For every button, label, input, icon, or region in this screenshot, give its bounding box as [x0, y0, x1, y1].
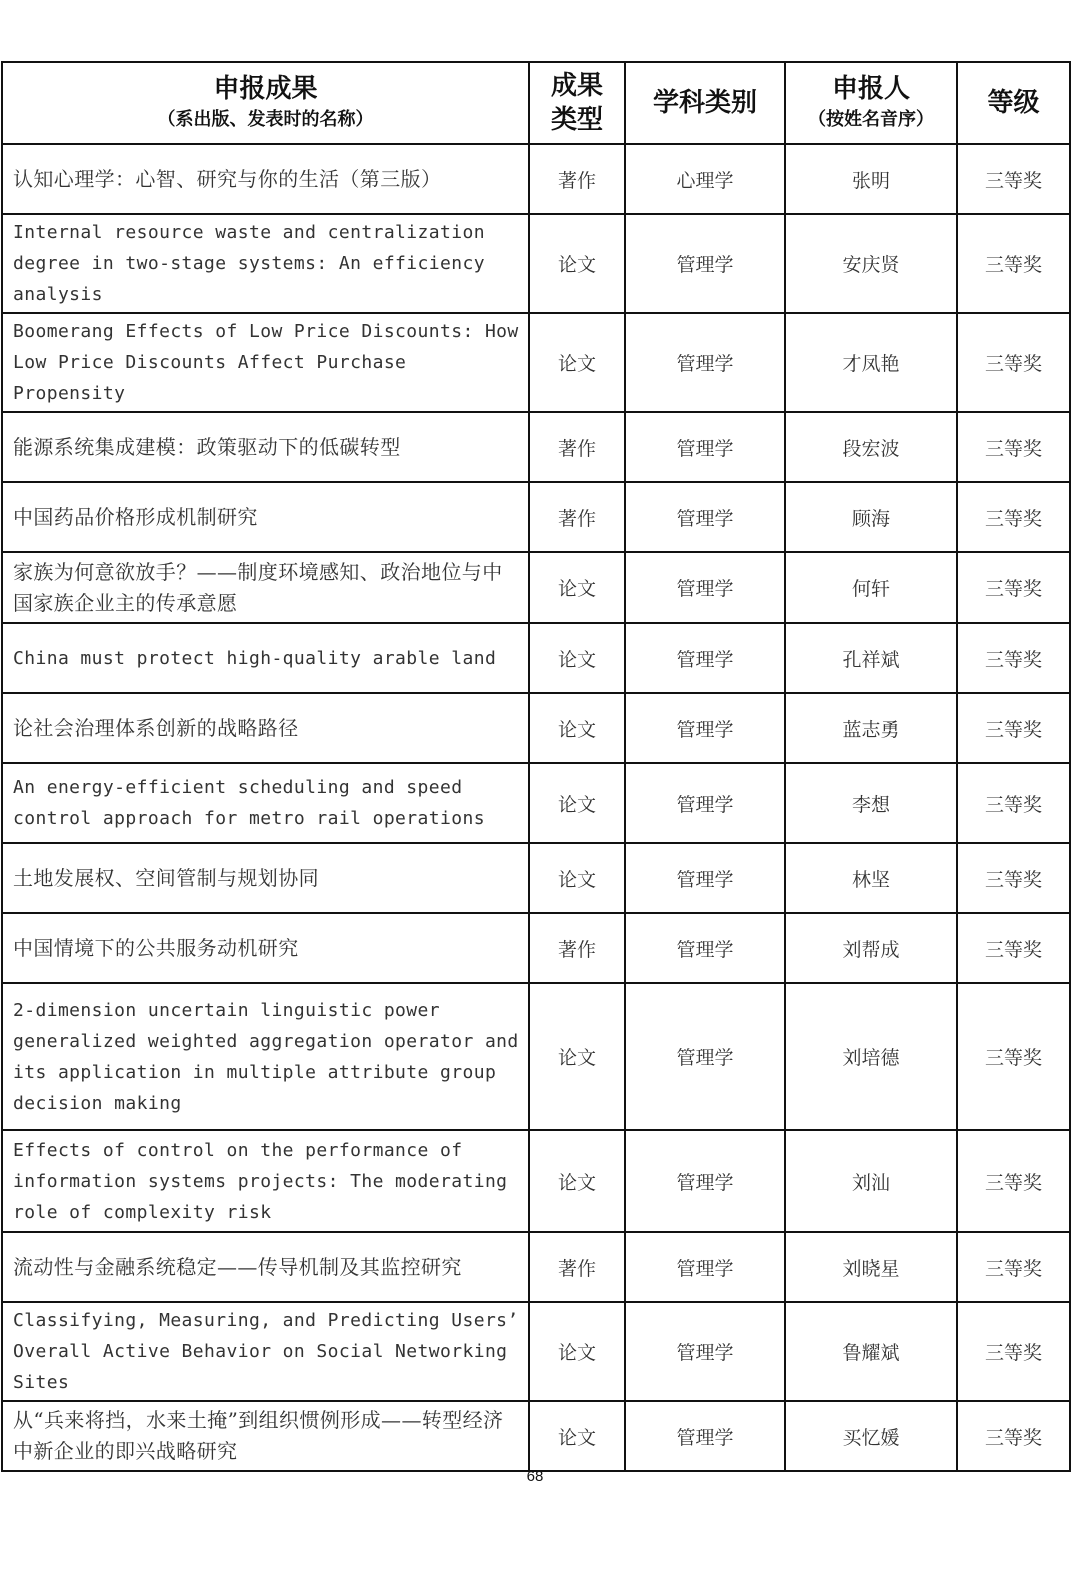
grade: 三等奖 [957, 693, 1070, 763]
header-achievement [2, 62, 529, 144]
header-achievement-title: 申报成果 [213, 74, 318, 104]
header-achievement-note: （系出版、发表时的名称） [157, 109, 374, 130]
header-applicant [785, 62, 957, 144]
achievement-title: China must protect high-quality arable land [2, 623, 529, 693]
table-row [2, 1232, 1070, 1302]
table-row [2, 482, 1070, 552]
header-discipline-label: 学科类别 [652, 88, 757, 118]
grade: 三等奖 [957, 144, 1070, 214]
grade: 三等奖 [957, 313, 1070, 412]
discipline: 管理学 [625, 763, 785, 843]
achievement-type: 论文 [529, 552, 625, 623]
grade: 三等奖 [957, 763, 1070, 843]
header-applicant-title: 申报人 [831, 74, 910, 104]
achievement-type: 著作 [529, 144, 625, 214]
grade: 三等奖 [957, 843, 1070, 913]
table-row [2, 693, 1070, 763]
discipline: 管理学 [625, 843, 785, 913]
applicant: 刘帮成 [785, 913, 957, 983]
discipline: 管理学 [625, 913, 785, 983]
grade: 三等奖 [957, 412, 1070, 482]
achievement-type: 著作 [529, 412, 625, 482]
page-number: 68 [526, 1468, 544, 1485]
achievement-type: 论文 [529, 313, 625, 412]
applicant: 李想 [785, 763, 957, 843]
table-row [2, 1130, 1070, 1232]
discipline: 管理学 [625, 552, 785, 623]
grade: 三等奖 [957, 1401, 1070, 1471]
achievement-type: 论文 [529, 214, 625, 313]
applicant: 刘晓星 [785, 1232, 957, 1302]
table-row [2, 763, 1070, 843]
grade: 三等奖 [957, 913, 1070, 983]
applicant: 才凤艳 [785, 313, 957, 412]
achievement-type: 论文 [529, 1130, 625, 1232]
header-discipline [625, 62, 785, 144]
achievement-type: 论文 [529, 983, 625, 1130]
awards-table [1, 61, 1071, 1472]
applicant: 鲁耀斌 [785, 1302, 957, 1401]
discipline: 管理学 [625, 1130, 785, 1232]
achievement-title: 认知心理学：心智、研究与你的生活（第三版） [2, 144, 529, 214]
discipline: 管理学 [625, 693, 785, 763]
table-row [2, 1302, 1070, 1401]
header-grade [957, 62, 1070, 144]
achievement-type: 著作 [529, 482, 625, 552]
applicant: 买忆媛 [785, 1401, 957, 1471]
applicant: 段宏波 [785, 412, 957, 482]
discipline: 心理学 [625, 144, 785, 214]
discipline: 管理学 [625, 983, 785, 1130]
discipline: 管理学 [625, 214, 785, 313]
table-row [2, 144, 1070, 214]
achievement-type: 论文 [529, 623, 625, 693]
achievement-title: An energy-efficient scheduling and speed control approach for metro rail operations [2, 763, 529, 843]
table-row [2, 552, 1070, 623]
achievement-title: 从“兵来将挡，水来土掩”到组织惯例形成——转型经济中新企业的即兴战略研究 [2, 1401, 529, 1471]
achievement-title: 能源系统集成建模：政策驱动下的低碳转型 [2, 412, 529, 482]
grade: 三等奖 [957, 552, 1070, 623]
achievement-type: 论文 [529, 763, 625, 843]
achievement-title: 中国情境下的公共服务动机研究 [2, 913, 529, 983]
achievement-title: 2-dimension uncertain linguistic power generalized weighted aggregation operator and its application in multiple attribute group decision making [2, 983, 529, 1130]
grade: 三等奖 [957, 623, 1070, 693]
achievement-title: 中国药品价格形成机制研究 [2, 482, 529, 552]
applicant: 顾海 [785, 482, 957, 552]
header-type [529, 62, 625, 144]
table-row [2, 983, 1070, 1130]
table-row [2, 412, 1070, 482]
applicant: 安庆贤 [785, 214, 957, 313]
achievement-title: Boomerang Effects of Low Price Discounts: How Low Price Discounts Affect Purchase Propensity [2, 313, 529, 412]
table-row [2, 214, 1070, 313]
applicant: 刘汕 [785, 1130, 957, 1232]
discipline: 管理学 [625, 1401, 785, 1471]
discipline: 管理学 [625, 482, 785, 552]
table-row [2, 843, 1070, 913]
achievement-type: 论文 [529, 693, 625, 763]
achievement-type: 论文 [529, 1302, 625, 1401]
grade: 三等奖 [957, 983, 1070, 1130]
table-header-row [2, 62, 1070, 144]
grade: 三等奖 [957, 482, 1070, 552]
achievement-type: 论文 [529, 1401, 625, 1471]
applicant: 蓝志勇 [785, 693, 957, 763]
achievement-title: Effects of control on the performance of information systems projects: The moderating role of complexity risk [2, 1130, 529, 1232]
header-type-line2: 类型 [550, 105, 603, 135]
discipline: 管理学 [625, 313, 785, 412]
grade: 三等奖 [957, 214, 1070, 313]
grade: 三等奖 [957, 1302, 1070, 1401]
table-row [2, 313, 1070, 412]
applicant: 孔祥斌 [785, 623, 957, 693]
grade: 三等奖 [957, 1130, 1070, 1232]
discipline: 管理学 [625, 412, 785, 482]
discipline: 管理学 [625, 623, 785, 693]
applicant: 林坚 [785, 843, 957, 913]
achievement-title: Internal resource waste and centralization degree in two-stage systems: An efficiency analysis [2, 214, 529, 313]
header-grade-label: 等级 [987, 88, 1040, 118]
discipline: 管理学 [625, 1302, 785, 1401]
table-row [2, 1401, 1070, 1471]
achievement-type: 著作 [529, 1232, 625, 1302]
achievement-type: 著作 [529, 913, 625, 983]
table-row [2, 913, 1070, 983]
achievement-title: 论社会治理体系创新的战略路径 [2, 693, 529, 763]
table-row [2, 623, 1070, 693]
achievement-title: 流动性与金融系统稳定——传导机制及其监控研究 [2, 1232, 529, 1302]
applicant: 何轩 [785, 552, 957, 623]
header-applicant-note: （按姓名音序） [808, 109, 934, 130]
discipline: 管理学 [625, 1232, 785, 1302]
achievement-type: 论文 [529, 843, 625, 913]
applicant: 刘培德 [785, 983, 957, 1130]
grade: 三等奖 [957, 1232, 1070, 1302]
achievement-title: 家族为何意欲放手？——制度环境感知、政治地位与中国家族企业主的传承意愿 [2, 552, 529, 623]
header-type-line1: 成果 [550, 71, 603, 101]
applicant: 张明 [785, 144, 957, 214]
achievement-title: Classifying, Measuring, and Predicting Users’ Overall Active Behavior on Social Networking Sites [2, 1302, 529, 1401]
achievement-title: 土地发展权、空间管制与规划协同 [2, 843, 529, 913]
